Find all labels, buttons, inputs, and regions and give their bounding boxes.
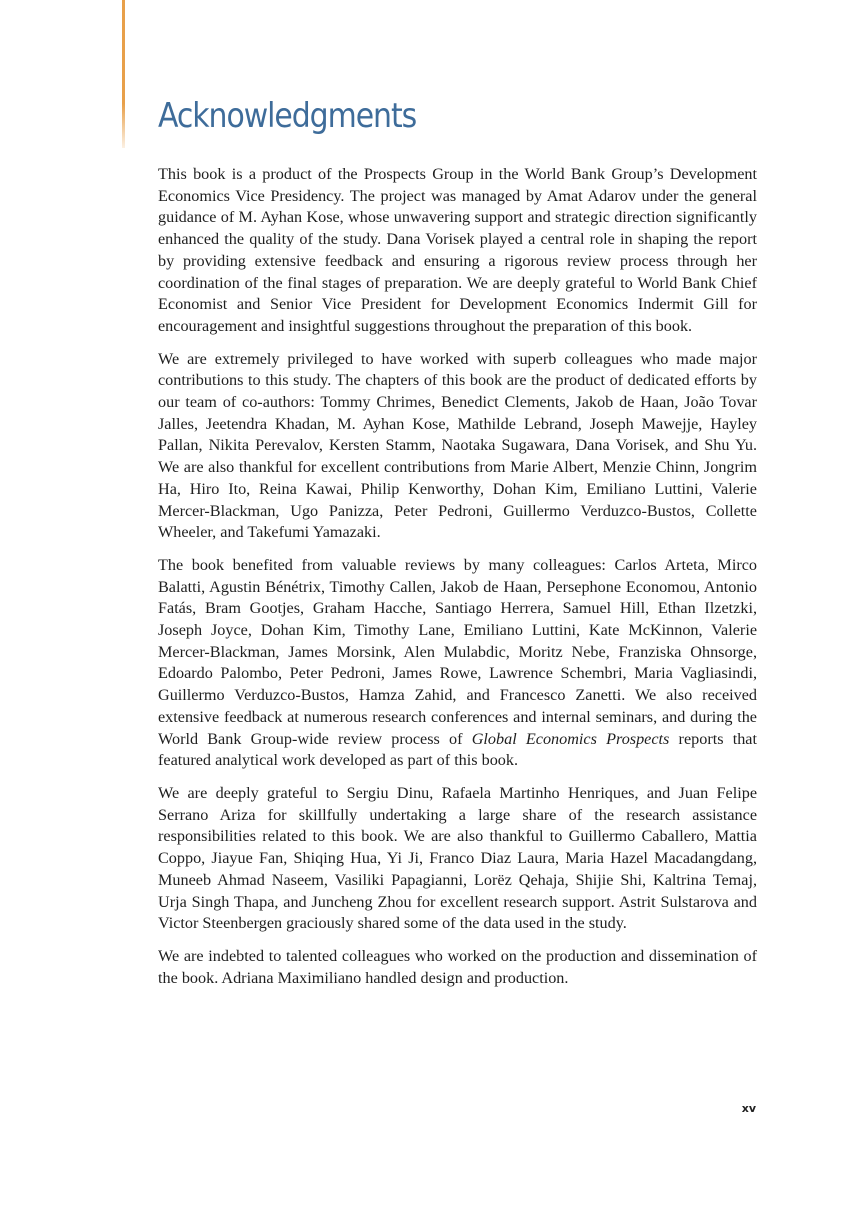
page-title: Acknowledgments [158,96,417,136]
paragraph-4: We are deeply grateful to Sergiu Dinu, Rafaela Martinho Henriques, and Juan Felipe Serrano Ariza for skillfully undertaking a large share of the research assistance responsibilities related to this book. We are also thankful to Guillermo Caballero, Mattia Coppo, Jiayue Fan, Shiqing Hua, Yi Ji, Franco Diaz Laura, Maria Hazel Macadangdang, Muneeb Ahmad Naseem, Vasiliki Papagianni, Lorëz Qehaja, Shijie Shi, Kaltrina Temaj, Urja Singh Thapa, and Juncheng Zhou for excellent research support. Astrit Sulstarova and Victor Steenbergen graciously shared some of the data used in the study. [158,783,757,933]
paragraph-1: This book is a product of the Prospects Group in the World Bank Group’s Development Economics Vice Presidency. The project was managed by Amat Adarov under the general guidance of M. Ayhan Kose, whose unwavering support and strategic direction significantly enhanced the quality of the study. Dana Vorisek played a central role in shaping the report by providing extensive feedback and ensuring a rigorous review process through her coordination of the final stages of preparation. We are deeply grateful to World Bank Chief Economist and Senior Vice President for Development Economics Indermit Gill for encouragement and insightful suggestions throughout the preparation of this book. [158,165,757,335]
page-number: xv [741,1102,756,1115]
accent-rule [122,0,125,148]
publication-title: Global Economics Prospects [471,729,670,748]
paragraph-3-text-after: reports that featured analytical work developed as part of this book. [158,729,757,770]
paragraph-2: We are extremely privileged to have worked with superb colleagues who made major contributions to this study. The chapters of this book are the product of dedicated efforts by our team of co-authors: Tommy Chrimes, Benedict Clements, Jakob de Haan, João Tovar Jalles, Jeetendra Khadan, M. Ayhan Kose, Mathilde Lebrand, Joseph Mawejje, Hayley Pallan, Nikita Perevalov, Kersten Stamm, Naotaka Sugawara, Dana Vorisek, and Shu Yu. We are also thankful for excellent contributions from Marie Albert, Menzie Chinn, Jongrim Ha, Hiro Ito, Reina Kawai, Philip Kenworthy, Dohan Kim, Emiliano Luttini, Valerie Mercer-Blackman, Ugo Panizza, Peter Pedroni, Guillermo Verduzco-Bustos, Collette Wheeler, and Takefumi Yamazaki. [158,349,757,542]
paragraph-3 [158,555,757,772]
body-text [158,164,757,1000]
paragraph-3-text-before: The book benefited from valuable reviews by many colleagues: Carlos Arteta, Mirco Balatti, Agustin Bénétrix, Timothy Callen, Jakob de Haan, Persephone Economou, Antonio Fatás, Bram Gootjes, Graham Hacche, Santiago Herrera, Samuel Hill, Ethan Ilzetzki, Joseph Joyce, Dohan Kim, Timothy Lane, Emiliano Luttini, Kate McKinnon, Valerie Mercer-Blackman, James Morsink, Alen Mulabdic, Moritz Nebe, Franziska Ohnsorge, Edoardo Palombo, Peter Pedroni, James Rowe, Lawrence Schembri, Maria Vagliasindi, Guillermo Verduzco-Bustos, Hamza Zahid, and Francesco Zanetti. We also received extensive feedback at numerous research conferences and internal seminars, and during the World Bank Group-wide review process of [158,555,757,748]
paragraph-5: We are indebted to talented colleagues who worked on the production and dissemination of the book. Adriana Maximiliano handled design and production. [158,946,757,987]
